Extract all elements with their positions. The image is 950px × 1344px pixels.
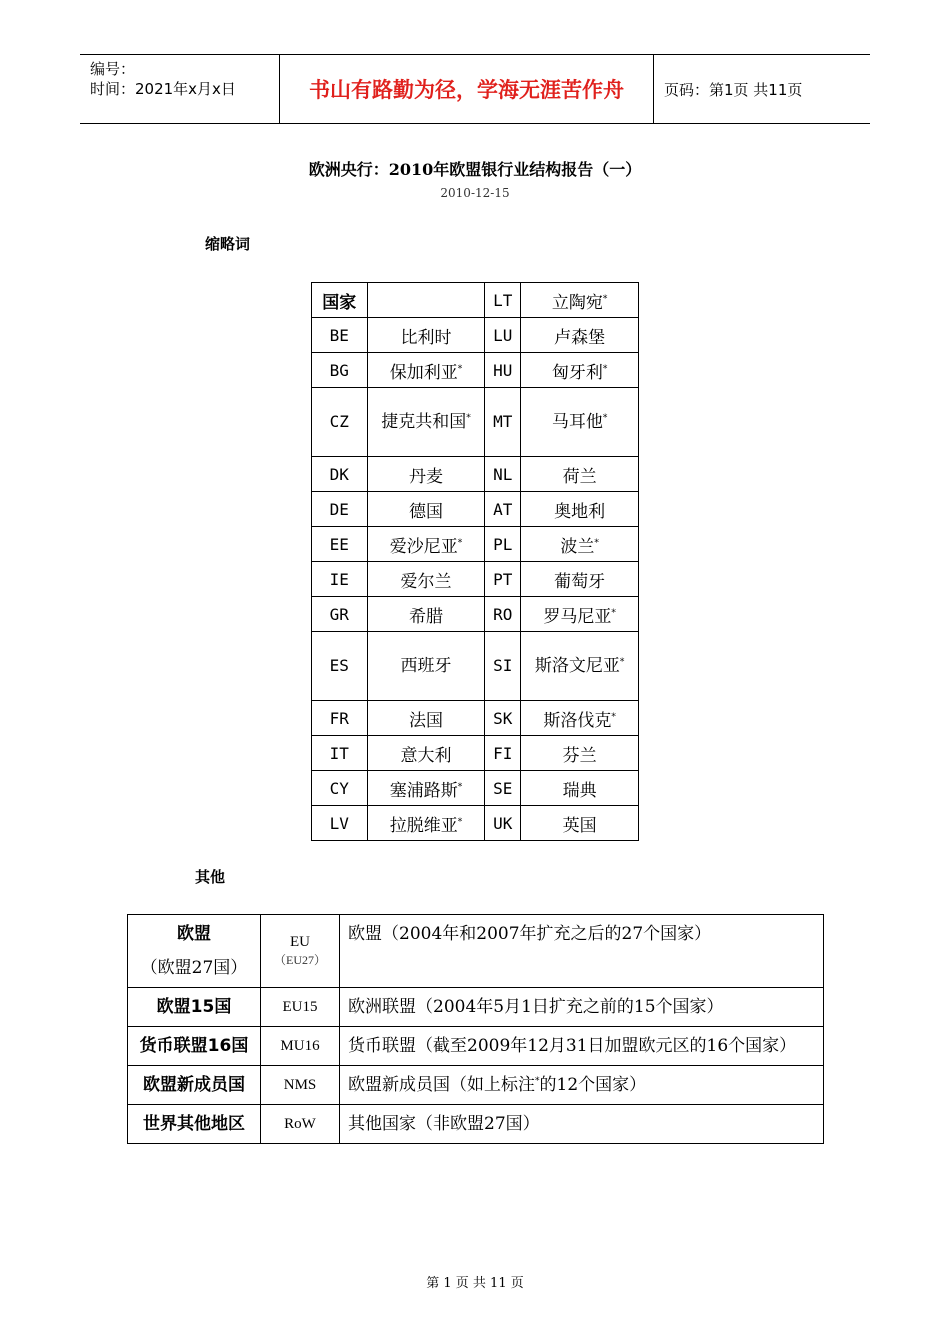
country-code: FR: [312, 701, 368, 736]
country-code: SK: [485, 701, 521, 736]
country-code: EE: [312, 527, 368, 562]
country-code: LU: [485, 318, 521, 353]
region-name: 欧盟15国: [128, 988, 261, 1027]
country-code: HU: [485, 353, 521, 388]
country-name: 爱尔兰: [367, 562, 485, 597]
header-meta: [80, 55, 280, 123]
section-heading-abbreviations: 缩略词: [205, 235, 251, 253]
table-row: [312, 597, 639, 632]
country-code: DK: [312, 457, 368, 492]
region-abbr: MU16: [261, 1027, 340, 1066]
country-name: 斯洛文尼亚*: [521, 632, 639, 701]
country-name: 英国: [521, 806, 639, 841]
country-code: GR: [312, 597, 368, 632]
country-name: 意大利: [367, 736, 485, 771]
header-cell-empty: [367, 283, 485, 318]
number-label: 编号：: [90, 60, 136, 78]
country-code: IT: [312, 736, 368, 771]
region-desc: 欧盟新成员国（如上标注*的12个国家）: [340, 1066, 824, 1105]
country-code: LT: [485, 283, 521, 318]
table-row: [312, 736, 639, 771]
table-row: [312, 318, 639, 353]
table-row: [312, 771, 639, 806]
country-name: 波兰*: [521, 527, 639, 562]
country-code: AT: [485, 492, 521, 527]
table-row: [312, 527, 639, 562]
table-row: [128, 1066, 824, 1105]
header-page-info: 页码：第1页 共11页: [664, 80, 803, 99]
country-code: RO: [485, 597, 521, 632]
country-name: 法国: [367, 701, 485, 736]
region-abbr: EU15: [261, 988, 340, 1027]
country-code: SE: [485, 771, 521, 806]
country-name: 比利时: [367, 318, 485, 353]
table-row: [312, 457, 639, 492]
country-code: NL: [485, 457, 521, 492]
time-label: 时间：2021年x月x日: [90, 80, 236, 98]
table-row: [312, 632, 639, 701]
country-code: DE: [312, 492, 368, 527]
country-code: SI: [485, 632, 521, 701]
region-name: 世界其他地区: [128, 1105, 261, 1144]
table-row: [312, 353, 639, 388]
country-name: 卢森堡: [521, 318, 639, 353]
country-name: 马耳他*: [521, 388, 639, 457]
country-code: IE: [312, 562, 368, 597]
country-name: 塞浦路斯*: [367, 771, 485, 806]
country-name: 葡萄牙: [521, 562, 639, 597]
country-name: 丹麦: [367, 457, 485, 492]
country-name: 德国: [367, 492, 485, 527]
header-cell-country: 国家: [312, 283, 368, 318]
region-name: 欧盟 （欧盟27国）: [128, 915, 261, 988]
country-name: 芬兰: [521, 736, 639, 771]
country-name: 立陶宛*: [521, 283, 639, 318]
table-row: [312, 562, 639, 597]
table-row: [312, 806, 639, 841]
country-name: 瑞典: [521, 771, 639, 806]
country-code: MT: [485, 388, 521, 457]
document-title: 欧洲央行：2010年欧盟银行业结构报告（一）: [308, 160, 642, 179]
region-abbr: RoW: [261, 1105, 340, 1144]
country-name: 拉脱维亚*: [367, 806, 485, 841]
region-desc: 其他国家（非欧盟27国）: [340, 1105, 824, 1144]
country-name: 斯洛伐克*: [521, 701, 639, 736]
table-row: [128, 1027, 824, 1066]
country-name: 爱沙尼亚*: [367, 527, 485, 562]
country-name: 保加利亚*: [367, 353, 485, 388]
table-header-row: [312, 283, 639, 318]
region-abbr: NMS: [261, 1066, 340, 1105]
table-row: [128, 915, 824, 988]
header-motto: 书山有路勤为径，学海无涯苦作舟: [280, 55, 654, 123]
region-desc: 欧盟（2004年和2007年扩充之后的27个国家）: [340, 915, 824, 988]
region-desc: 货币联盟（截至2009年12月31日加盟欧元区的16个国家）: [340, 1027, 824, 1066]
country-table: [311, 282, 639, 841]
country-code: LV: [312, 806, 368, 841]
region-desc: 欧洲联盟（2004年5月1日扩充之前的15个国家）: [340, 988, 824, 1027]
country-code: PL: [485, 527, 521, 562]
region-name: 欧盟新成员国: [128, 1066, 261, 1105]
region-abbr: EU （EU27）: [261, 915, 340, 988]
section-heading-other: 其他: [195, 868, 226, 886]
table-row: [312, 388, 639, 457]
country-code: CZ: [312, 388, 368, 457]
table-row: [312, 492, 639, 527]
country-name: 希腊: [367, 597, 485, 632]
page-footer: 第 1 页 共 11 页: [426, 1276, 524, 1291]
page-header: [80, 54, 870, 124]
country-code: FI: [485, 736, 521, 771]
table-row: [128, 1105, 824, 1144]
country-name: 捷克共和国*: [367, 388, 485, 457]
country-name: 匈牙利*: [521, 353, 639, 388]
region-name: 货币联盟16国: [128, 1027, 261, 1066]
country-name: 西班牙: [367, 632, 485, 701]
other-table: [127, 914, 824, 1144]
country-code: ES: [312, 632, 368, 701]
country-name: 奥地利: [521, 492, 639, 527]
country-code: BE: [312, 318, 368, 353]
country-code: CY: [312, 771, 368, 806]
country-name: 荷兰: [521, 457, 639, 492]
country-code: UK: [485, 806, 521, 841]
country-code: BG: [312, 353, 368, 388]
table-row: [128, 988, 824, 1027]
table-row: [312, 701, 639, 736]
country-name: 罗马尼亚*: [521, 597, 639, 632]
country-code: PT: [485, 562, 521, 597]
document-date: 2010-12-15: [440, 186, 510, 200]
